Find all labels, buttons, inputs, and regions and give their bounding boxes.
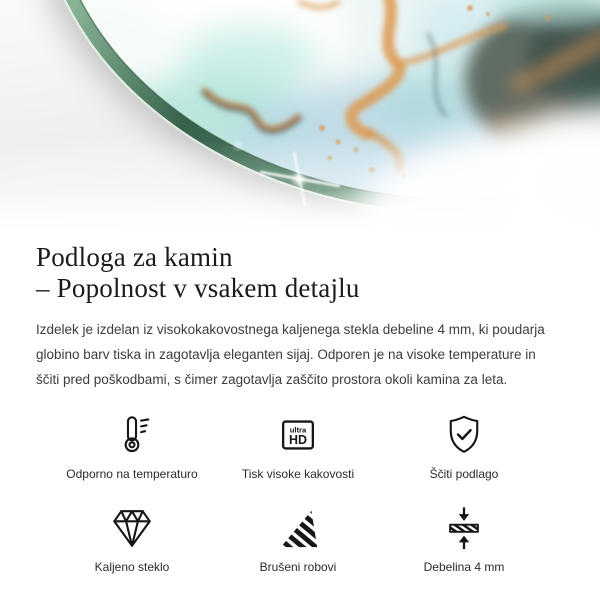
feature-label: Ščiti podlago [429,467,499,481]
ground-edges-icon [275,505,321,551]
feature-label: Debelina 4 mm [423,560,505,574]
feature-label: Odporno na temperaturo [66,467,198,481]
feature-ground-edges [215,499,381,574]
feature-protects-surface [381,406,547,481]
feature-thickness [381,499,547,574]
ultra-hd-badge-bottom: HD [289,433,307,448]
product-info-section [0,242,600,574]
product-photo [0,0,600,240]
feature-label: Brušeni robovi [259,560,337,574]
feature-label: Kaljeno steklo [94,560,170,574]
thermometer-icon [109,412,155,458]
feature-temperature-resistance [49,406,215,481]
diamond-icon [109,505,155,551]
feature-grid [49,406,547,574]
ultra-hd-badge-top: ultra [289,425,307,435]
feature-label: Tisk visoke kakovosti [241,467,355,481]
page-title-line1: Podloga za kamin [36,242,233,272]
page-title-line2: – Popolnost v vsakem detajlu [36,273,360,303]
product-description: Izdelek je izdelan iz visokokakovostnega kaljenega stekla debeline 4 mm, ki poudarja globino barv tiska in zagotavlja eleganten sijaj. Odporen je na visoke temperature in ščiti pred poškodbami, s čimer zagotavlja zaščito prostora okoli kamina za leta. [36,322,545,387]
page-title [36,242,560,304]
feature-print-quality [215,406,381,481]
feature-tempered-glass [49,499,215,574]
glass-pad-hero-image [0,0,600,240]
ultra-hd-icon [275,412,321,458]
thickness-icon [441,505,487,551]
shield-check-icon [441,412,487,458]
